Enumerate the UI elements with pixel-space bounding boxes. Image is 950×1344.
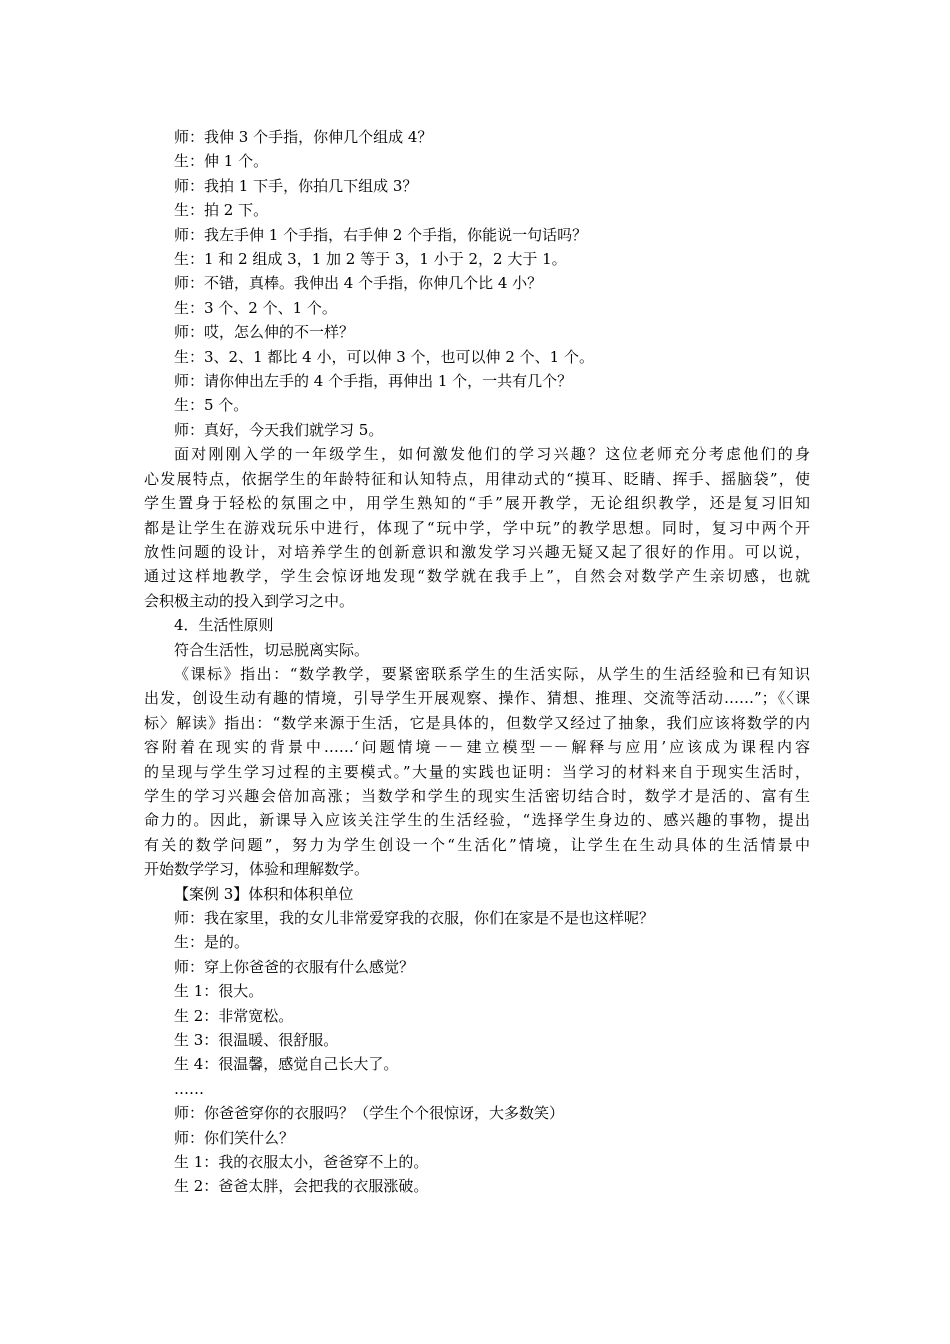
paragraph-row: 的呈现与学生学习过程的主要模式。”大量的实践也证明：当学习的材料来自于现实生活时，	[144, 762, 810, 781]
dialogue-line: 师：哎，怎么伸的不一样？	[174, 323, 355, 342]
dialogue-line: 生：5 个。	[174, 396, 249, 415]
paragraph-row: 都是让学生在游戏玩乐中进行，体现了“玩中学，学中玩”的教学思想。同时，复习中两个开	[144, 518, 810, 537]
paragraph-row: 通过这样地教学，学生会惊讶地发现“数学就在我手上”，自然会对数学产生亲切感，也就	[144, 567, 810, 586]
standard-paragraph	[144, 662, 810, 882]
paragraph-row: 有关的数学问题”，努力为学生创设一个“生活化”情境，让学生在生动具体的生活情景中	[144, 835, 810, 854]
paragraph-row: 开始数学学习，体验和理解数学。	[144, 860, 370, 879]
section-lead: 符合生活性，切忌脱离实际。	[174, 640, 370, 659]
dialogue-line: 师：不错，真棒。我伸出 4 个手指，你伸几个比 4 小？	[174, 274, 543, 293]
paragraph-row: 容附着在现实的背景中……‘问题情境－－建立模型－－解释与应用’应该成为课程内容	[144, 738, 810, 757]
dialogue-line: 生 4：很温馨，感觉自己长大了。	[174, 1055, 399, 1074]
dialogue-line: 师：穿上你爸爸的衣服有什么感觉？	[174, 957, 415, 976]
dialogue-line: ……	[174, 1079, 204, 1098]
paragraph-row: 心发展特点，依据学生的年龄特征和认知特点，用律动式的“摸耳、眨睛、挥手、摇脑袋”，使	[144, 469, 810, 488]
paragraph-row: 命力的。因此，新课导入应该关注学生的生活经验，“选择学生身边的、感兴趣的事物，提出	[144, 811, 810, 830]
dialogue-line: 生：3 个、2 个、1 个。	[174, 298, 337, 317]
dialogue-line: 师：你爸爸穿你的衣服吗？（学生个个很惊讶，大多数笑）	[174, 1104, 565, 1123]
dialogue-line: 生：3、2、1 都比 4 小，可以伸 3 个，也可以伸 2 个、1 个。	[174, 347, 594, 366]
dialogue-line: 生：拍 2 下。	[174, 201, 269, 220]
dialogue-line: 师：我左手伸 1 个手指，右手伸 2 个手指，你能说一句话吗？	[174, 225, 588, 244]
dialogue-line: 师：我拍 1 下手，你拍几下组成 3？	[174, 176, 418, 195]
dialogue-line: 生 2：非常宽松。	[174, 1006, 294, 1025]
dialogue-line: 师：你们笑什么？	[174, 1128, 295, 1147]
analysis-paragraph	[144, 442, 810, 613]
dialogue-line: 师：真好，今天我们就学习 5。	[174, 420, 384, 439]
dialogue-line: 生 2：爸爸太胖，会把我的衣服涨破。	[174, 1177, 429, 1196]
dialogue-line: 生 3：很温暖、很舒服。	[174, 1031, 339, 1050]
dialogue-line: 师：请你伸出左手的 4 个手指，再伸出 1 个，一共有几个？	[174, 372, 573, 391]
section-heading: 4．生活性原则	[174, 616, 274, 635]
dialogue-line: 生：是的。	[174, 933, 250, 952]
paragraph-row: 学生的学习兴趣会倍加高涨；当数学和学生的现实生活密切结合时，数学才是活的、富有生	[144, 786, 810, 805]
dialogue-line: 生 1：我的衣服太小，爸爸穿不上的。	[174, 1153, 429, 1172]
case-title: 【案例 3】体积和体积单位	[174, 884, 354, 903]
paragraph-row: 标〉解读》指出：“数学来源于生活，它是具体的，但数学又经过了抽象，我们应该将数学的内	[144, 713, 810, 732]
paragraph-row: 学生置身于轻松的氛围之中，用学生熟知的“手”展开教学，无论组织教学，还是复习旧知	[144, 494, 810, 513]
paragraph-row: 出发，创设生动有趣的情境，引导学生开展观察、操作、猜想、推理、交流等活动……”；《〈课	[144, 689, 810, 708]
paragraph-row: 面对刚刚入学的一年级学生，如何激发他们的学习兴趣？这位老师充分考虑他们的身	[174, 445, 810, 464]
paragraph-row: 会积极主动的投入到学习之中。	[144, 591, 355, 610]
dialogue-line: 生：伸 1 个。	[174, 152, 269, 171]
paragraph-row: 《课标》指出：“数学教学，要紧密联系学生的生活实际，从学生的生活经验和已有知识	[174, 664, 810, 683]
paragraph-row: 放性问题的设计，对培养学生的创新意识和激发学习兴趣无疑又起了很好的作用。可以说，	[144, 542, 810, 561]
document-body	[144, 125, 810, 1199]
dialogue-line: 生 1：很大。	[174, 982, 264, 1001]
dialogue-line: 师：我在家里，我的女儿非常爱穿我的衣服，你们在家是不是也这样呢？	[174, 909, 655, 927]
dialogue-block-1	[144, 125, 810, 442]
dialogue-block-2	[144, 906, 810, 1199]
dialogue-line: 生：1 和 2 组成 3，1 加 2 等于 3，1 小于 2，2 大于 1。	[174, 250, 567, 269]
dialogue-line: 师：我伸 3 个手指，你伸几个组成 4？	[174, 128, 433, 146]
